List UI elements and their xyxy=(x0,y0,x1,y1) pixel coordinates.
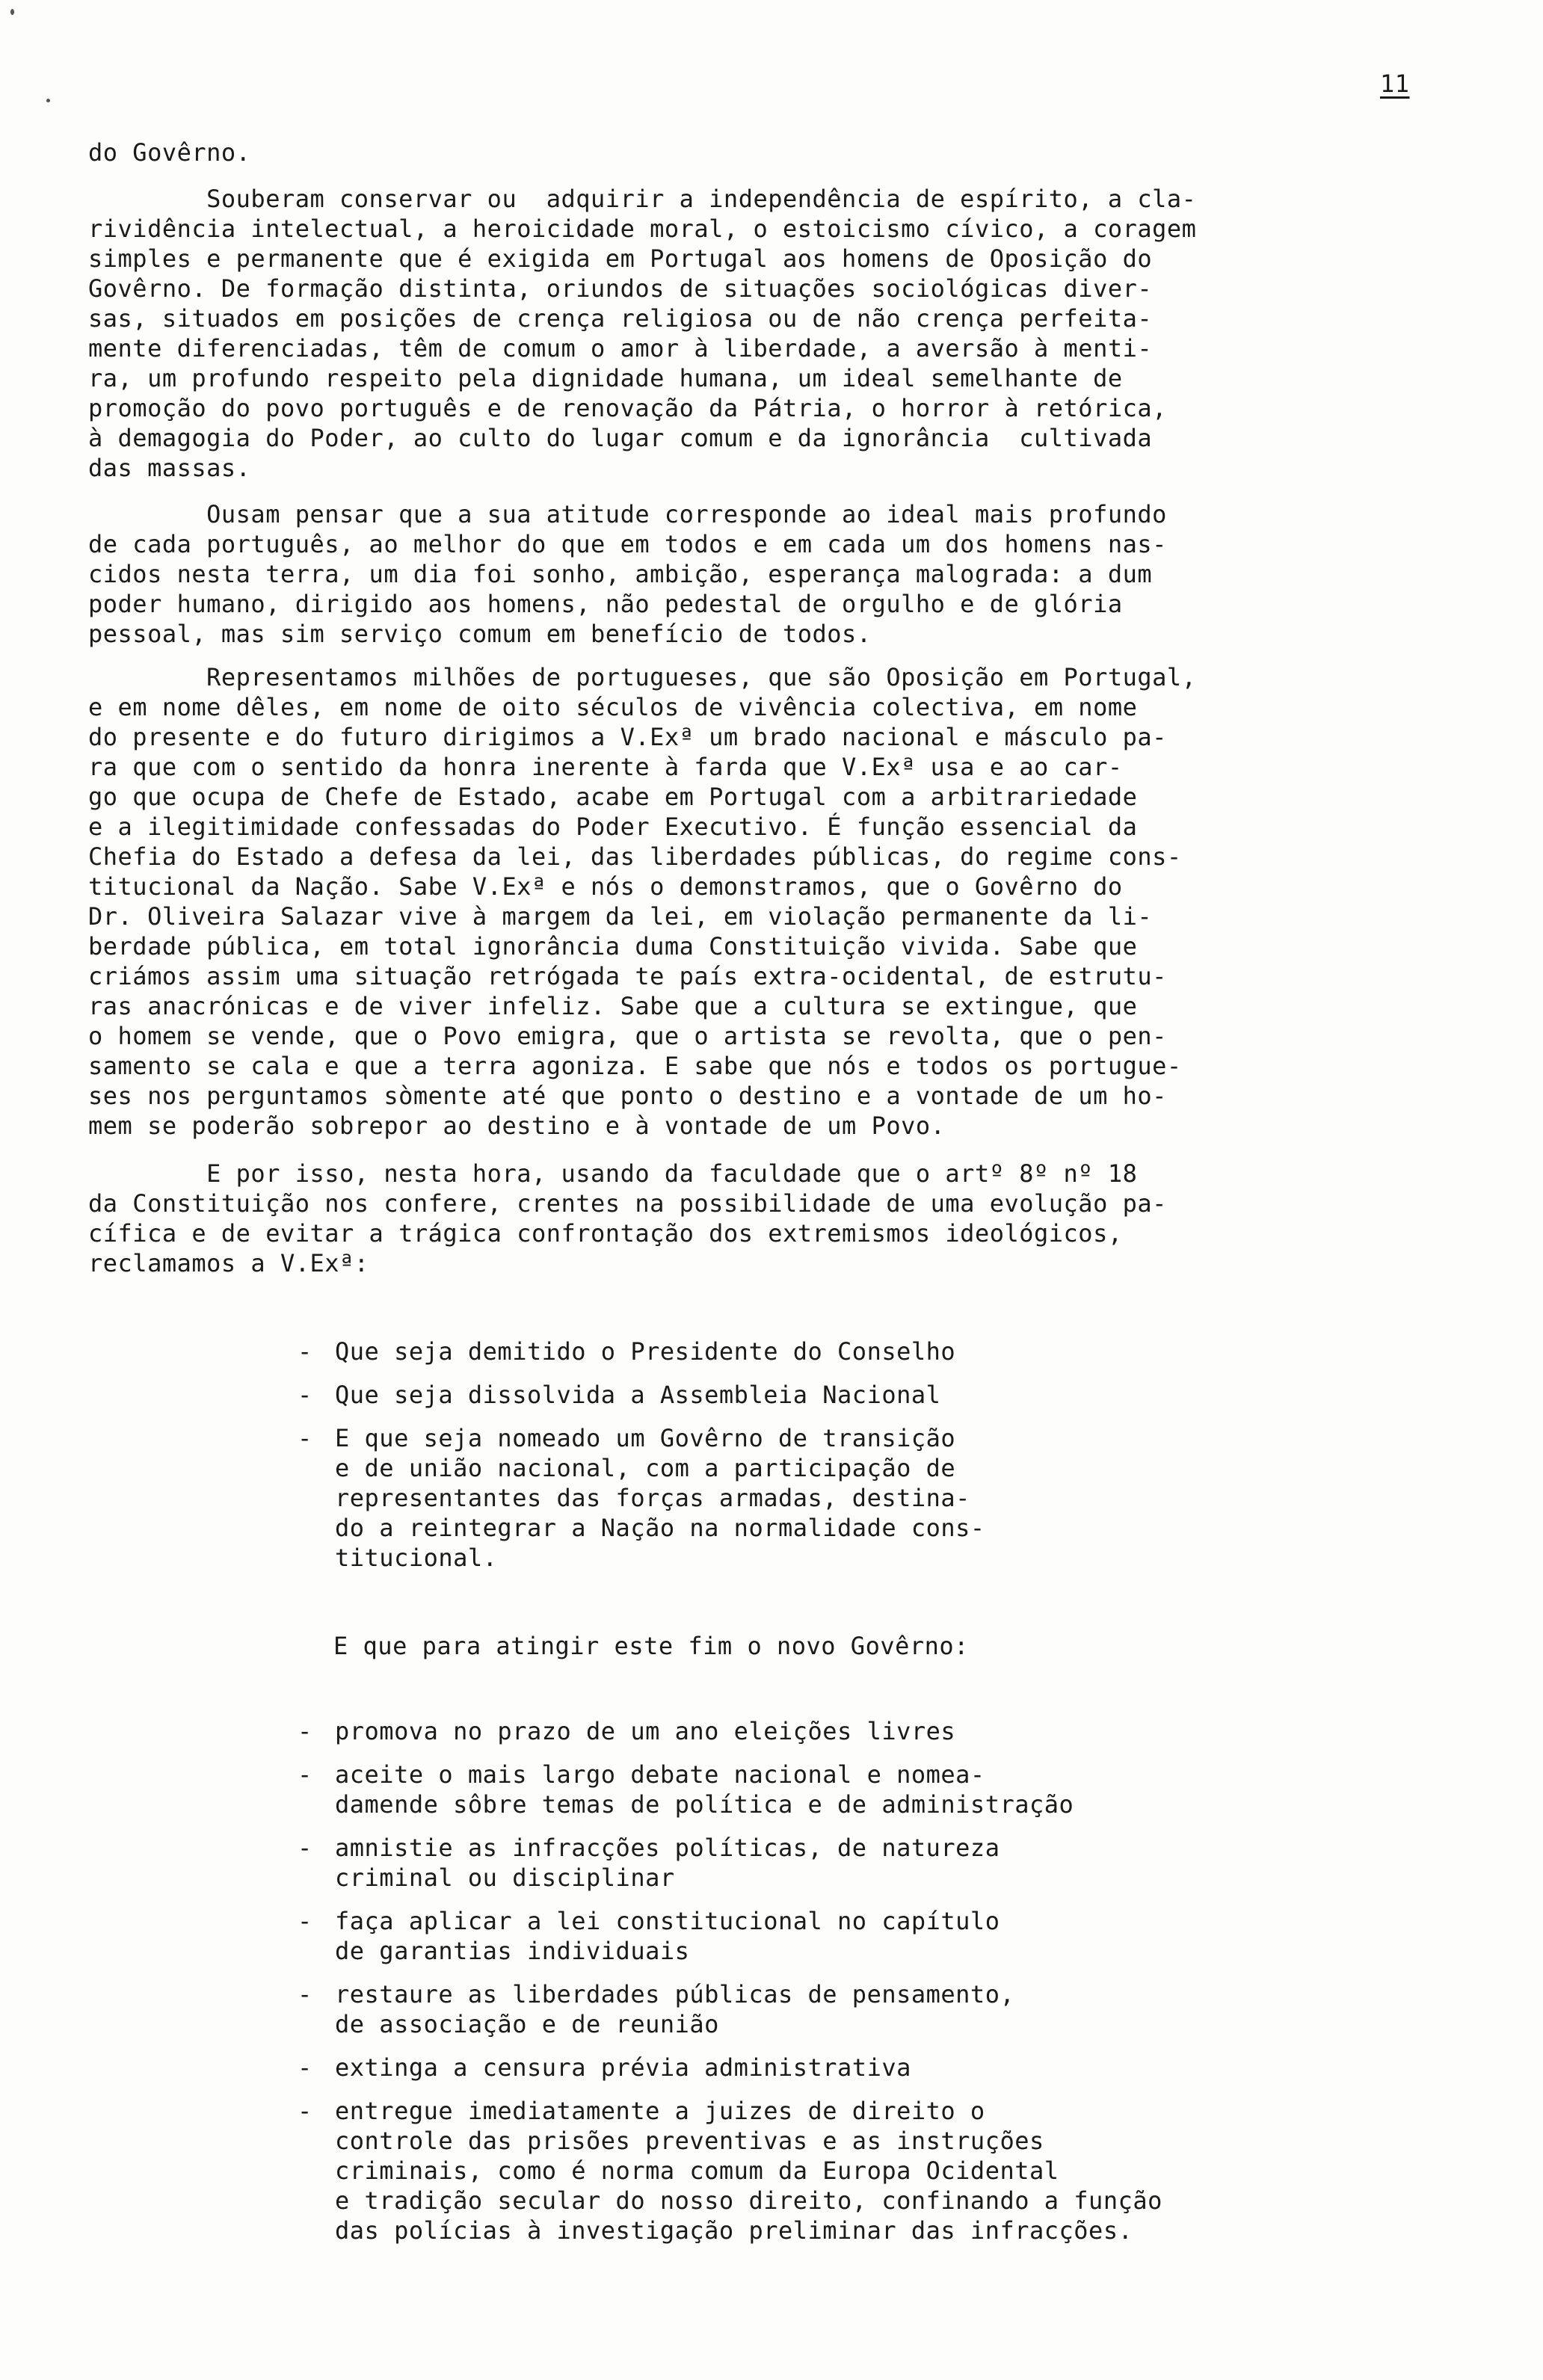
list-item-line: entregue imediatamente a juizes de direito o xyxy=(335,2097,985,2125)
list-item xyxy=(298,2096,1419,2245)
text-line: titucional da Nação. Sabe V.Exª e nós o demonstramos, que o Govêrno do xyxy=(88,872,1123,901)
list-item xyxy=(298,1833,1419,1893)
measures-list xyxy=(298,1716,1419,2259)
text-line: simples e permanente que é exigida em Portugal aos homens de Oposição do xyxy=(88,244,1153,273)
list-item-line: aceite o mais largo debate nacional e nomea- xyxy=(335,1760,985,1789)
list-item-line: damende sôbre temas de política e de administração xyxy=(335,1790,1074,1819)
text-line: Govêrno. De formação distinta, oriundos de situações sociológicas diver- xyxy=(88,274,1153,303)
text-line: ras anacrónicas e de viver infeliz. Sabe que a cultura se extingue, que xyxy=(88,992,1138,1020)
text-line: ra, um profundo respeito pela dignidade humana, um ideal semelhante de xyxy=(88,364,1123,392)
list-item-line: extinga a censura prévia administrativa xyxy=(335,2053,911,2082)
list-item-line: controle das prisões preventivas e as instruções xyxy=(335,2127,1044,2155)
paragraph-1 xyxy=(88,184,1479,483)
paragraph-2 xyxy=(88,499,1479,649)
paragraph-3 xyxy=(88,662,1479,1141)
list-item-line: e de união nacional, com a participação de xyxy=(335,1454,956,1482)
list-item-line: E que seja nomeado um Govêrno de transição xyxy=(335,1424,956,1452)
text-line: Ousam pensar que a sua atitude corresponde ao ideal mais profundo xyxy=(88,500,1167,528)
list-item-line: titucional. xyxy=(335,1544,498,1572)
page-number: 11 xyxy=(1380,70,1410,98)
scan-speck xyxy=(46,99,50,102)
second-list-intro: E que para atingir este fim o novo Govêrno: xyxy=(333,1632,969,1660)
list-dash: - xyxy=(298,1337,312,1366)
list-item-line: criminal ou disciplinar xyxy=(335,1863,675,1892)
text-line: samento se cala e que a terra agoniza. E sabe que nós e todos os portugue- xyxy=(88,1052,1182,1080)
list-item-line: de associação e de reunião xyxy=(335,2010,719,2038)
text-line: o homem se vende, que o Povo emigra, que o artista se revolta, que o pen- xyxy=(88,1022,1167,1050)
list-dash: - xyxy=(298,1980,312,2008)
text-line: ra que com o sentido da honra inerente à farda que V.Exª usa e ao car- xyxy=(88,753,1123,781)
text-line: mem se poderão sobrepor ao destino e à vontade de um Povo. xyxy=(88,1112,946,1140)
text-line: promoção do povo português e de renovação da Pátria, o horror à retórica, xyxy=(88,394,1167,422)
list-dash: - xyxy=(298,2097,312,2125)
text-line: Chefia do Estado a defesa da lei, das liberdades públicas, do regime cons- xyxy=(88,842,1182,871)
text-line: criámos assim uma situação retrógada te país extra-ocidental, de estrutu- xyxy=(88,962,1167,990)
list-item xyxy=(298,1760,1419,1819)
text-line: Representamos milhões de portugueses, que são Oposição em Portugal, xyxy=(88,663,1197,691)
text-line: berdade pública, em total ignorância duma Constituição vivida. Sabe que xyxy=(88,932,1138,961)
text-line: ses nos perguntamos sòmente até que ponto o destino e a vontade de um ho- xyxy=(88,1082,1167,1110)
list-dash: - xyxy=(298,1760,312,1789)
list-item-line: faça aplicar a lei constitucional no capítulo xyxy=(335,1907,1000,1935)
text-line: cífica e de evitar a trágica confrontação dos extremismos ideológicos, xyxy=(88,1219,1123,1248)
text-line: go que ocupa de Chefe de Estado, acabe em Portugal com a arbitrariedade xyxy=(88,783,1138,811)
text-line: cidos nesta terra, um dia foi sonho, ambição, esperança malograda: a dum xyxy=(88,560,1153,588)
text-line: Dr. Oliveira Salazar vive à margem da lei, em violação permanente da li- xyxy=(88,902,1153,931)
text-line: e em nome dêles, em nome de oito séculos de vivência colectiva, em nome xyxy=(88,693,1138,721)
text-line: pessoal, mas sim serviço comum em benefício de todos. xyxy=(88,620,872,648)
text-line: E por isso, nesta hora, usando da faculdade que o artº 8º nº 18 xyxy=(88,1159,1138,1188)
text-line: das massas. xyxy=(88,454,251,482)
list-dash: - xyxy=(298,1381,312,1409)
list-item xyxy=(298,2053,1419,2082)
text-line: do Govêrno. xyxy=(88,138,251,167)
list-item-line: representantes das forças armadas, destina- xyxy=(335,1484,970,1512)
list-item-line: de garantias individuais xyxy=(335,1937,690,1965)
list-item-line: Que seja dissolvida a Assembleia Nacional xyxy=(335,1381,941,1409)
text-line: e a ilegitimidade confessadas do Poder Executivo. É função essencial da xyxy=(88,813,1138,841)
text-line: reclamamos a V.Exª: xyxy=(88,1249,369,1277)
text-line: rividência intelectual, a heroicidade moral, o estoicismo cívico, a coragem xyxy=(88,215,1197,243)
list-item-line: restaure as liberdades públicas de pensamento, xyxy=(335,1980,1015,2008)
text-line: Souberam conservar ou adquirir a independência de espírito, a cla- xyxy=(88,185,1197,213)
list-item xyxy=(298,1337,1419,1366)
list-item xyxy=(298,1716,1419,1746)
list-dash: - xyxy=(298,1424,312,1452)
text-line: sas, situados em posições de crença religiosa ou de não crença perfeita- xyxy=(88,304,1153,333)
text-line: da Constituição nos confere, crentes na possibilidade de uma evolução pa- xyxy=(88,1189,1167,1218)
paragraph-0 xyxy=(88,138,1479,167)
list-item xyxy=(298,1906,1419,1966)
text-line: de cada português, ao melhor do que em todos e em cada um dos homens nas- xyxy=(88,530,1167,558)
paragraph-4 xyxy=(88,1159,1479,1278)
text-line: mente diferenciadas, têm de comum o amor à liberdade, a aversão à menti- xyxy=(88,334,1153,363)
text-line: poder humano, dirigido aos homens, não pedestal de orgulho e de glória xyxy=(88,590,1123,618)
demands-list xyxy=(298,1337,1419,1586)
list-item xyxy=(298,1423,1419,1573)
list-dash: - xyxy=(298,1717,312,1745)
list-dash: - xyxy=(298,1907,312,1935)
list-item xyxy=(298,1380,1419,1410)
list-item-line: promova no prazo de um ano eleições livres xyxy=(335,1717,956,1745)
text-line: à demagogia do Poder, ao culto do lugar comum e da ignorância cultivada xyxy=(88,424,1153,452)
list-dash: - xyxy=(298,1834,312,1862)
list-item-line: amnistie as infracções políticas, de natureza xyxy=(335,1834,1000,1862)
list-item-line: e tradição secular do nosso direito, confinando a função xyxy=(335,2186,1162,2215)
list-item-line: Que seja demitido o Presidente do Conselho xyxy=(335,1337,956,1366)
list-item-line: do a reintegrar a Nação na normalidade cons- xyxy=(335,1514,985,1542)
list-item xyxy=(298,1979,1419,2039)
list-dash: - xyxy=(298,2053,312,2082)
list-item-line: criminais, como é norma comum da Europa Ocidental xyxy=(335,2157,1059,2185)
text-line: do presente e do futuro dirigimos a V.Exª um brado nacional e másculo pa- xyxy=(88,723,1167,751)
list-item-line: das polícias à investigação preliminar das infracções. xyxy=(335,2216,1133,2245)
scan-speck xyxy=(10,9,14,15)
